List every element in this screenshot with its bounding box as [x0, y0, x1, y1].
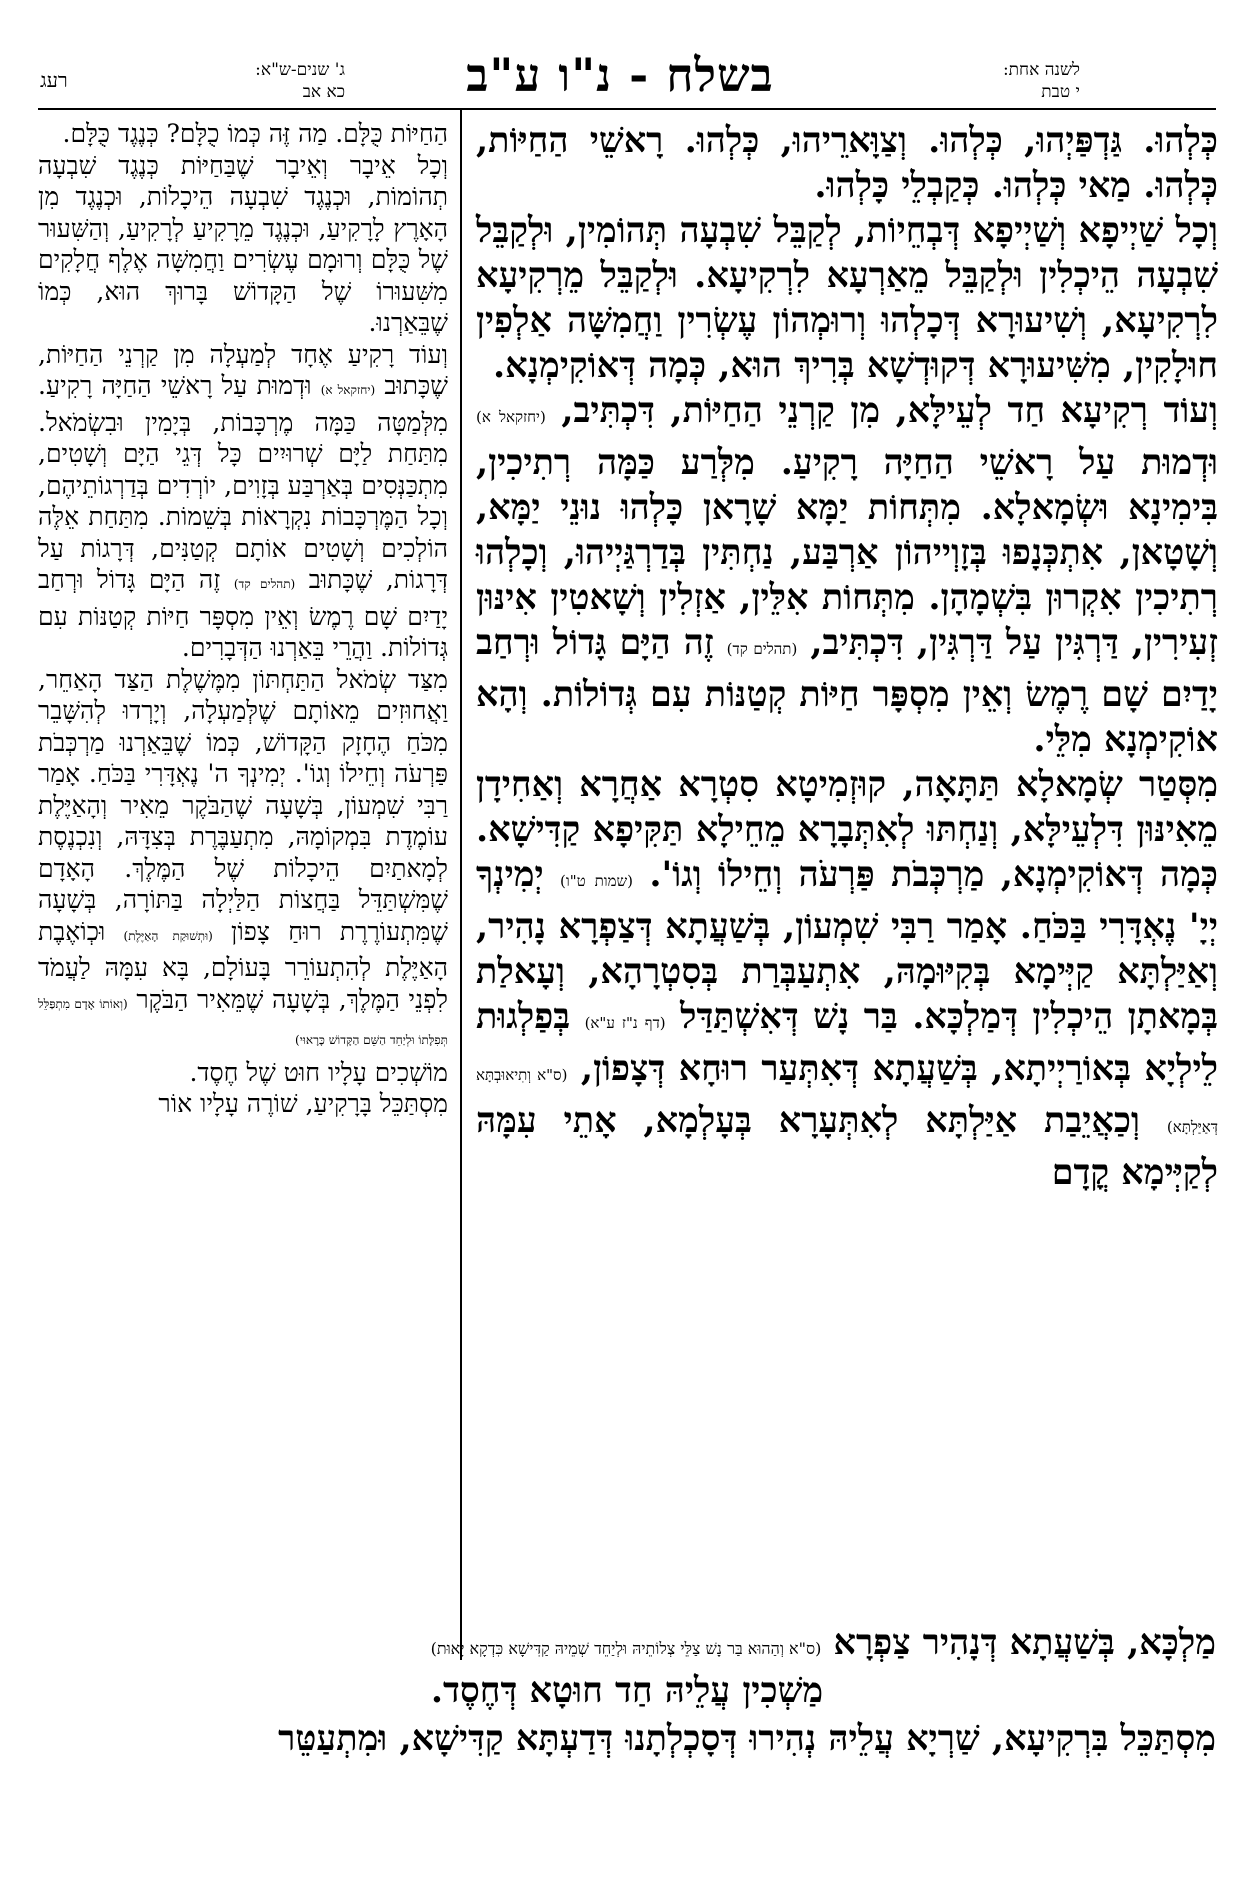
page-title: בשלח - נ"ו ע"ב [466, 48, 774, 102]
main-paragraph-3-text-a: וְעוֹד רְקִיעָא חַד לְעֵילָּא, מִן קַרְנֵי הַחַיּוֹת, דִּכְתִּיב, [561, 390, 1218, 431]
side-paragraph-3-ref-b: (תהלים קד) [233, 577, 296, 591]
bottom-line-1-text: מַלְכָּא, בְּשַׁעֲתָא דְּנָהִיר צַפְרָא [833, 1622, 1216, 1663]
bottom-line-1 [38, 1620, 1216, 1671]
main-paragraph-1: כְּלְהוּ. גַּדְפַּיְהוּ, כְּלְהוּ. וְצַוָּארֵיהוּ, כְּלְהוּ. רָאשֵׁי הַחַיּוֹת, כְּלְהוּ. מַאי כְּלְהוּ. כְּקַבְלֵי כָּלְהוּ. [476, 120, 1218, 206]
main-paragraph-4-text-c: בְּפַלְגוּת לֵילְיָא בְּאוֹרַיְיתָא, בְּשַׁעֲתָא דְּאִתְּעַר רוּחָא דְּצָפוֹן, [476, 996, 1219, 1089]
side-paragraph-2: וְכָל אֵיבָר וְאֵיבָר שֶׁבַּחַיּוֹת כְּנֶגֶד שִׁבְעָה תְהוֹמוֹת, וּכְנֶגֶד שִׁבְעָה הֵיכָלוֹת, וּכְנֶגֶד מִן הָאָרֶץ לָרָקִיעַ, וּכְנֶגֶד מֵרָקִיעַ לְרָקִיעַ, וְהַשִּׁעוּר שֶׁל כֻּלָּם וְרוּמָם עֶשְׂרִים וַחֲמִשָּׁה אֶלֶף חֲלָקִים מִשִּׁעוּרוֹ שֶׁל הַקָּדוֹשׁ בָּרוּךְ הוּא, כְּמוֹ שֶׁבֵּאַרְנוּ. [38, 150, 448, 337]
side-paragraph-3-ref: (יחזקאל א) [320, 383, 376, 397]
page-number: רעג [40, 68, 68, 92]
bottom-line-1-ref: (ס"א וְהַהוּא בַּר נָשׁ צַלֵּי צְלוֹתֵיהּ וּלְיַחֵד שְׁמֵיהּ קַדִּישָׁא כִּדְקָא יָאוּת) [430, 1639, 822, 1658]
main-paragraph-3 [476, 388, 1218, 762]
main-paragraph-4-ref-c: (ס"א וְתִיאוּבְתָּא דְּאַיַּלְתָּא) [476, 1066, 1219, 1136]
hebrew-translation-column [38, 118, 448, 1120]
side-paragraph-4-text-b: וּכְוֹאֶבֶת הָאַיֶּלֶת לְהִתְעוֹרֵר בָּעוֹלָם, בָּא עִמָּהּ לַעֲמֹד לִפְנֵי הַמֶּלֶךְ, בְּשָׁעָה שֶׁמֵּאִיר הַבֹּקֶר [38, 916, 448, 1014]
aramaic-main-column [476, 118, 1218, 1195]
side-paragraph-1: הַחַיּוֹת כֻּלָּם. מַה זֶּה כְּמוֹ כֻלָּם? כְּנֶגֶד כֻּלָּם. [62, 119, 448, 148]
header-divider [38, 108, 1216, 110]
side-paragraph-4-ref-b: (וְאוֹתוֹ אָדָם מִתְפַּלֵּל תְּפִלָּתוֹ וּלְיַחֵד הַשֵּׁם הַקָּדוֹשׁ כָּרָאוּי) [38, 996, 448, 1047]
main-paragraph-3-text-c: זֶה הַיָּם גָּדוֹל וּרְחַב יָדַיִם שָׁם רֶמֶשׂ וְאֵין מִסְפָּר חַיּוֹת קְטַנּוֹת עִם גְּדוֹלוֹת. וְהָא אוֹקִימְנָא מִלֵּי. [476, 622, 1218, 760]
side-paragraph-3-text-b: וּדְמוּת עַל רָאשֵׁי הַחַיָּה רָקִיעַ. מִלְּמַטָּה כַּמָּה מֶרְכָּבוֹת, בְּיָמִין וּבִשְׂמֹאל. מִתַּחַת לַיָּם שְׁרוּיִים כָּל דְּגֵי הַיָּם וְשָׁטִים, מִתְכַּנְּסִים בְּאַרְבַּע בְּזָוִים, יוֹרְדִים בְּדַרְגוֹתֵיהֶם, וְכָל הַמֶּרְכָּבוֹת נִקְרָאוֹת בְּשֵׁמוֹת. מִתַּחַת אֵלֶּה הוֹלְכִים וְשָׁטִים אוֹתָם קְטַנִּים, דְּרָגוֹת עַל דְּרָגוֹת, שֶׁכָּתוּב [38, 371, 448, 594]
main-paragraph-4-text-b: יְמִינְךָ יְיָ' נֶאְדָּרִי בַּכֹּחַ. אָמַר רַבִּי שִׁמְעוֹן, בְּשַׁעֲתָא דְּצַפְרָא נָהִיר, וְאַיַּלְתָּא קַיְּימָא בְּקִיּוּמָהּ, אִתְעַבְּרַת בְּסִטְרָהָא, וְעָאלַת בְּמָאתָן הֵיכְלִין דְּמַלְכָּא. בַּר נָשׁ דְּאִשְׁתַּדַּל [476, 854, 1219, 1037]
main-paragraph-3-ref: (יחזקאל א) [476, 408, 546, 426]
side-paragraph-3-text-a: וְעוֹד רָקִיעַ אֶחָד לְמַעְלָה מִן קַרְנֵי הַחַיּוֹת, שֶׁכָּתוּב [38, 339, 448, 400]
main-paragraph-4-ref: (שמות ט"ו) [560, 872, 633, 890]
three-year-schedule-label: ג' שנים-ש"א: [255, 60, 345, 80]
main-paragraph-3-ref-b: (תהלים קד) [726, 640, 798, 658]
side-paragraph-5: מוֹשְׁכִים עָלָיו חוּט שֶׁל חֶסֶד. [189, 1057, 448, 1087]
bottom-line-3: מִסְתַּכֵּל בִּרְקִיעָא, שַׁרְיָא עֲלֵיהּ נְהִירוּ דְּסָכְלְתָנוּ דְּדַעְתָּא קַדִּישָׁא, וּמִתְעַטֵּר [278, 1718, 1216, 1759]
three-year-schedule-date: כא אב [302, 82, 345, 102]
bottom-line-2: מַשְׁכִין עֲלֵיהּ חַד חוּטָא דְּחֶסֶד. [430, 1670, 824, 1711]
main-paragraph-3-text-b: וּדְמוּת עַל רָאשֵׁי הַחַיָּה רָקִיעַ. מִלְּרַע כַּמָּה רְתִיכִין, בִּימִינָא וּשְׂמָאלָא. מִתְּחוֹת יַמָּא שָׁרָאן כָּלְהוּ נוּנֵי יַמָּא, וְשָׁטָאן, אִתְכְּנָפוּ בְּזָוְייהוֹן אַרְבַּע, נַחְתִּין בְּדַרְגַּיְיהוּ, וְכָלְהוּ רְתִיכִין אִקְרוּן בִּשְׁמָהָן. מִתְּחוֹת אִלֵּין, אַזְלִין וְשָׁאטִין אִינּוּן זְעִירִין, דַּרְגִּין עַל דַּרְגִּין, דִּכְתִּיב, [476, 442, 1218, 663]
side-paragraph-3 [38, 339, 448, 664]
main-paragraph-4-text-a: מִסְּטַר שְׂמָאלָא תַּתָּאָה, קוּזְמִיטָא סִטְרָא אַחֲרָא וְאַחִידָן מֵאִינּוּן דִּלְעֵילָּא, וְנַחְתּוּ לְאִתְּבָרָא מֵחֵילָא תַּקִּיפָא קַדִּישָׁא. כְּמָה דְּאוֹקִימְנָא, מַרְכְּבֹת פַּרְעֹה וְחֵילוֹ וְגוֹ'. [476, 764, 1218, 895]
one-year-schedule-date: י טבת [1041, 82, 1080, 102]
side-paragraph-4-ref: (וּתְשׁוּקַת הָאַיֶּלֶת) [123, 928, 213, 943]
side-paragraph-4-text-a: מִצַּד שְׂמֹאל הַתַּחְתּוֹן מִמֶּשֶׁלֶת הַצַּד הָאַחֵר, וַאֲחוּזִים מֵאוֹתָם שֶׁלְּמַעְלָה, וְיָרְדוּ לְהִשָּׁבֵר מִכֹּחַ הֶחָזָק הַקָּדוֹשׁ, כְּמוֹ שֶׁבֵּאַרְנוּ מַרְכְּבֹת פַּרְעֹה וְחֵילוֹ וְגוֹ'. יְמִינְךָ ה' נֶאְדָּרִי בַּכֹּחַ. אָמַר רַבִּי שִׁמְעוֹן, בְּשָׁעָה שֶׁהַבֹּקֶר מֵאִיר וְהָאַיֶּלֶת עוֹמֶדֶת בִּמְקוֹמָהּ, מִתְעַבֶּרֶת בְּצִדָּהּ, וְנִכְנֶסֶת לְמָאתַיִם הֵיכָלוֹת שֶׁל הַמֶּלֶךְ. הָאָדָם שֶׁמִּשְׁתַּדֵּל בַּחֲצוֹת הַלַּיְלָה בַּתּוֹרָה, בְּשָׁעָה שֶׁמִּתְעוֹרֶרֶת רוּחַ צָפוֹן [38, 664, 448, 946]
main-paragraph-4-ref-b: (דף נ"ז ע"א) [584, 1014, 666, 1032]
column-divider [460, 110, 462, 1660]
side-paragraph-6: מִסְתַּכֵּל בָּרָקִיעַ, שׁוֹרֶה עָלָיו אוֹר [158, 1089, 448, 1118]
main-paragraph-4-text-d: וְכַאֲיֵבַת אַיַּלְתָּא לְאִתְּעָרָא בְּעָלְמָא, אָתֵי עִמָּהּ לְקַיְּימָא קֳדָם [476, 1100, 1218, 1193]
side-paragraph-3-text-c: זֶה הַיָּם גָּדוֹל וּרְחַב יָדַיִם שָׁם רֶמֶשׂ וְאֵין מִסְפָּר חַיּוֹת קְטַנּוֹת עִם גְּדוֹלוֹת. וַהֲרֵי בֵּאַרְנוּ הַדְּבָרִים. [38, 565, 448, 662]
main-paragraph-2: וְכָל שַׁיְיפָא וְשַׁיְיפָא דְּבְחֵיוֹת, לְקַבֵּל שִׁבְעָה תְּהוֹמִין, וּלְקַבֵּל שִׁבְעָה הֵיכְלִין וּלְקַבֵּל מֵאַרְעָא לִרְקִיעָא. וּלְקַבֵּל מֵרְקִיעָא לִרְקִיעָא, וְשִׁיעוּרָא דְּכָלְהוּ וְרוּמְהוֹן עֶשְׂרִין וַחֲמִשָּׁה אַלְפִין חוּלָקִין, מִשִּׁיעוּרָא דְּקוּדְשָׁא בְּרִיךְ הוּא, כְּמָה דְּאוֹקִימְנָא. [476, 210, 1218, 386]
main-paragraph-4 [476, 762, 1218, 1195]
one-year-schedule-label: לשנה אחת: [1002, 60, 1080, 80]
side-paragraph-4 [38, 664, 448, 1057]
